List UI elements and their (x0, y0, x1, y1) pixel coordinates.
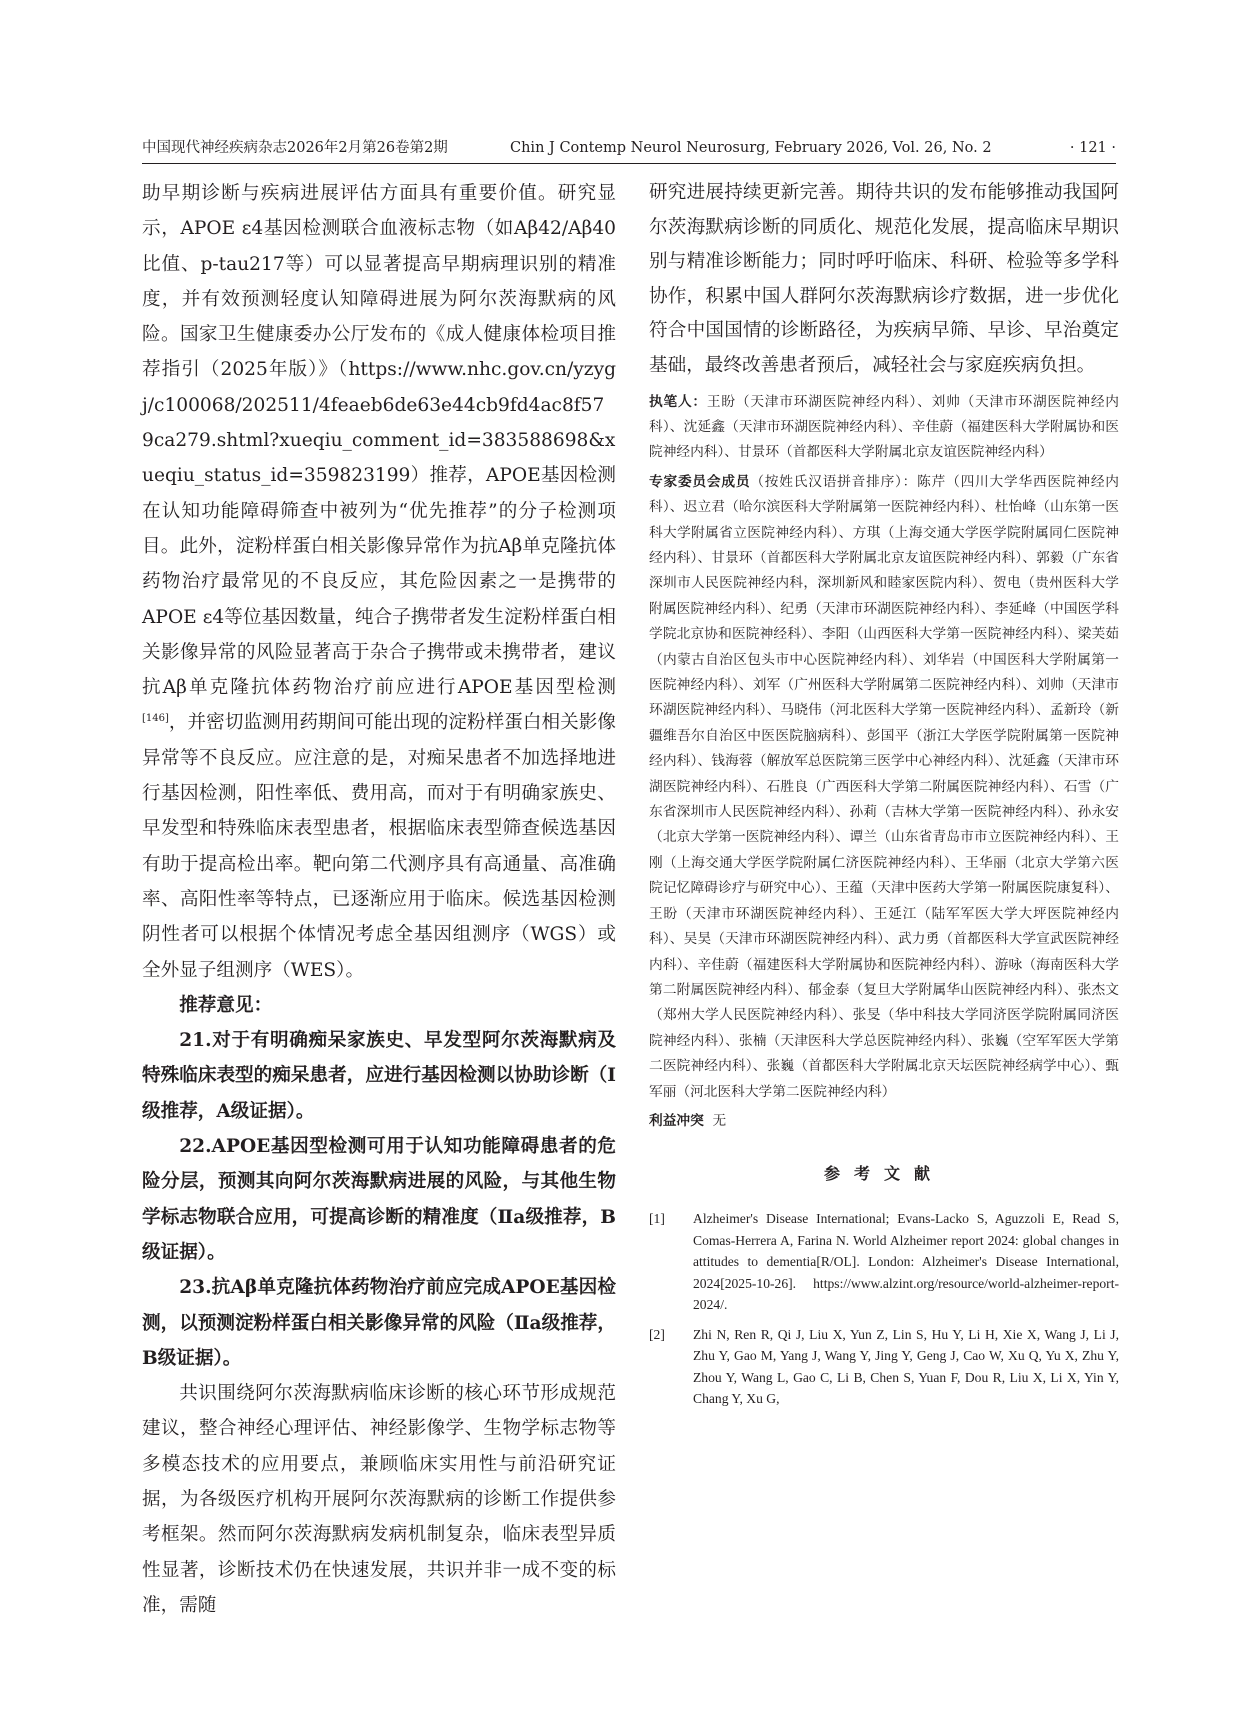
recommendation-22: 22.APOE基因型检测可用于认知功能障碍患者的危险分层，预测其向阿尔茨海默病进展的风险，与其他生物学标志物联合应用，可提高诊断的精准度（Ⅱa级推荐，B级证据）。 (142, 1136, 616, 1263)
journal-title-en: Chin J Contemp Neurol Neurosurg, February 2026, Vol. 26, No. 2 (510, 140, 992, 156)
writers-section (649, 390, 1119, 466)
body-paragraph (142, 176, 616, 988)
paragraph-text: ）推荐，APOE基因检测在认知功能障碍筛查中被列为“优先推荐”的分子检测项目。此外，淀粉样蛋白相关影像异常作为抗Aβ单克隆抗体药物治疗最常见的不良反应，其危险因素之一是携带的APOE ε4等位基因数量，纯合子携带者发生淀粉样蛋白相关影像异常的风险显著高于杂合子携带或未携带者，建议抗Aβ单克隆抗体药物治疗前应进行APOE基因型检测 (142, 465, 616, 699)
conflict-section (649, 1109, 1119, 1134)
conflict-label: 利益冲突 (649, 1112, 704, 1129)
paragraph-text: ，并密切监测用药期间可能出现的淀粉样蛋白相关影像异常等不良反应。应注意的是，对痴呆患者不加选择地进行基因检测，阳性率低、费用高，而对于有明确家族史、早发型和特殊临床表型患者，根据临床表型筛查候选基因有助于提高检出率。靶向第二代测序具有高通量、高准确率、高阳性率等特点，已逐渐应用于临床。候选基因检测阴性者可以根据个体情况考虑全基因组测序（WGS）或全外显子组测序（WES）。 (142, 712, 616, 981)
reference-item (649, 1208, 1119, 1316)
references-title: 参考文献 (823, 1164, 944, 1184)
conclusion-paragraph-cont: 研究进展持续更新完善。期待共识的发布能够推动我国阿尔茨海默病诊断的同质化、规范化发展，提高临床早期识别与精准诊断能力；同时呼吁临床、科研、检验等多学科协作，积累中国人群阿尔茨海默病诊疗数据，进一步优化符合中国国情的诊断路径，为疾病早筛、早诊、早治奠定基础，最终改善患者预后，减轻社会与家庭疾病负担。 (649, 182, 1119, 376)
right-column (649, 176, 1119, 1418)
committee-section (649, 470, 1119, 1105)
writers-list: 王盼（天津市环湖医院神经内科）、刘帅（天津市环湖医院神经内科）、沈延鑫（天津市环湖医院神经内科）、辛佳蔚（福建医科大学附属协和医院神经内科）、甘景环（首都医科大学附属北京友谊医院神经内科） (649, 393, 1119, 461)
writers-label: 执笔人： (649, 393, 707, 410)
recommendation-21: 21.对于有明确痴呆家族史、早发型阿尔茨海默病及特殊临床表型的痴呆患者，应进行基因检测以协助诊断（Ⅰ级推荐，A级证据）。 (142, 1030, 616, 1122)
reference-text: Zhi N, Ren R, Qi J, Liu X, Yun Z, Lin S, Hu Y, Li H, Xie X, Wang J, Li J, Zhu Y, Gao M, Yang J, Wang Y, Jing Y, Geng J, Cao W, Xu Q, Yu X, Zhu Y, Zhou Y, Wang L, Gao C, Li B, Chen S, Yuan F, Dou R, Liu X, Li X, Yin Y, Chang Y, Xu G, (693, 1326, 1119, 1407)
reference-number: [1] (649, 1211, 665, 1227)
reference-number: [2] (649, 1326, 665, 1342)
paragraph-text: 助早期诊断与疾病进展评估方面具有重要价值。研究显示，APOE ε4基因检测联合血液标志物（如Aβ42/Aβ40比值、p-tau217等）可以显著提高早期病理识别的精准度，并有效预测轻度认知障碍进展为阿尔茨海默病的风险。国家卫生健康委办公厅发布的《成人健康体检项目推荐指引（2025年版）》（ (142, 183, 616, 381)
guideline-url[interactable]: https://www.nhc.gov.cn/yzygj/c100068/202511/4feaeb6de63e44cb9fd4ac8f579ca279.shtml?xueqiu_comment_id=383588698&xueqiu_status_id=359823199 (142, 359, 616, 487)
recommendation-heading: 推荐意见： (179, 994, 273, 1016)
committee-label: 专家委员会成员 (649, 473, 751, 490)
journal-title-cn: 中国现代神经疾病杂志2026年2月第26卷第2期 (142, 140, 448, 156)
recommendation-23: 23.抗Aβ单克隆抗体药物治疗前应完成APOE基因检测，以预测淀粉样蛋白相关影像异常的风险（Ⅱa级推荐，B级证据）。 (142, 1277, 616, 1369)
reference-item (649, 1324, 1119, 1410)
conclusion-paragraph: 共识围绕阿尔茨海默病临床诊断的核心环节形成规范建议，整合神经心理评估、神经影像学、生物学标志物等多模态技术的应用要点，兼顾临床实用性与前沿研究证据，为各级医疗机构开展阿尔茨海默病的诊断工作提供参考框架。然而阿尔茨海默病发病机制复杂，临床表型异质性显著，诊断技术仍在快速发展，共识并非一成不变的标准，需随 (142, 1383, 616, 1616)
reference-list (649, 1208, 1119, 1410)
running-header (142, 137, 1116, 161)
citation-ref: [146] (142, 713, 169, 725)
header-rule (142, 163, 1116, 164)
page-number: · 121 · (1069, 140, 1116, 156)
committee-list: （按姓氏汉语拼音排序）：陈芹（四川大学华西医院神经内科）、迟立君（哈尔滨医科大学附属第一医院神经内科）、杜怡峰（山东第一医科大学附属省立医院神经内科）、方琪（上海交通大学医学院附属同仁医院神经内科）、甘景环（首都医科大学附属北京友谊医院神经内科）、郭毅（广东省深圳市人民医院神经内科，深圳新风和睦家医院内科）、贺电（贵州医科大学附属医院神经内科）、纪勇（天津市环湖医院神经内科）、李延峰（中国医学科学院北京协和医院神经科）、李阳（山西医科大学第一医院神经内科）、梁芙茹（内蒙古自治区包头市中心医院神经内科）、刘华岩（中国医科大学附属第一医院神经内科）、刘军（广州医科大学附属第二医院神经内科）、刘帅（天津市环湖医院神经内科）、马晓伟（河北医科大学第一医院神经内科）、孟新玲（新疆维吾尔自治区中医医院脑病科）、彭国平（浙江大学医学院附属第一医院神经内科）、钱海蓉（解放军总医院第三医学中心神经内科）、沈延鑫（天津市环湖医院神经内科）、石胜良（广西医科大学第二附属医院神经内科）、石雪（广东省深圳市人民医院神经内科）、孙莉（吉林大学第一医院神经内科）、孙永安（北京大学第一医院神经内科）、谭兰（山东省青岛市市立医院神经内科）、王刚（上海交通大学医学院附属仁济医院神经内科）、王华丽（北京大学第六医院记忆障碍诊疗与研究中心）、王蕴（天津中医药大学第一附属医院康复科）、王盼（天津市环湖医院神经内科）、王延江（陆军军医大学大坪医院神经内科）、吴昊（天津市环湖医院神经内科）、武力勇（首都医科大学宣武医院神经内科）、辛佳蔚（福建医科大学附属协和医院神经内科）、游咏（海南医科大学第二附属医院神经内科）、郁金泰（复旦大学附属华山医院神经内科）、张杰文（郑州大学人民医院神经内科）、张旻（华中科技大学同济医学院附属同济医院神经内科）、张楠（天津医科大学总医院神经内科）、张巍（空军军医大学第二医院神经内科）、张巍（首都医科大学附属北京天坛医院神经病学中心）、甄军丽（河北医科大学第二医院神经内科） (649, 473, 1119, 1100)
left-column (142, 176, 616, 1623)
reference-text: Alzheimer's Disease International; Evans-Lacko S, Aguzzoli E, Read S, Comas-Herrera A, Farina N. World Alzheimer report 2024: global changes in attitudes to dementia[R/OL]. London: Alzheimer's Disease International, 2024[2025-10-26]. https://www.alzint.org/resource/world-alzheimer-report-2024/. (693, 1211, 1119, 1313)
conflict-value: 无 (712, 1112, 727, 1129)
